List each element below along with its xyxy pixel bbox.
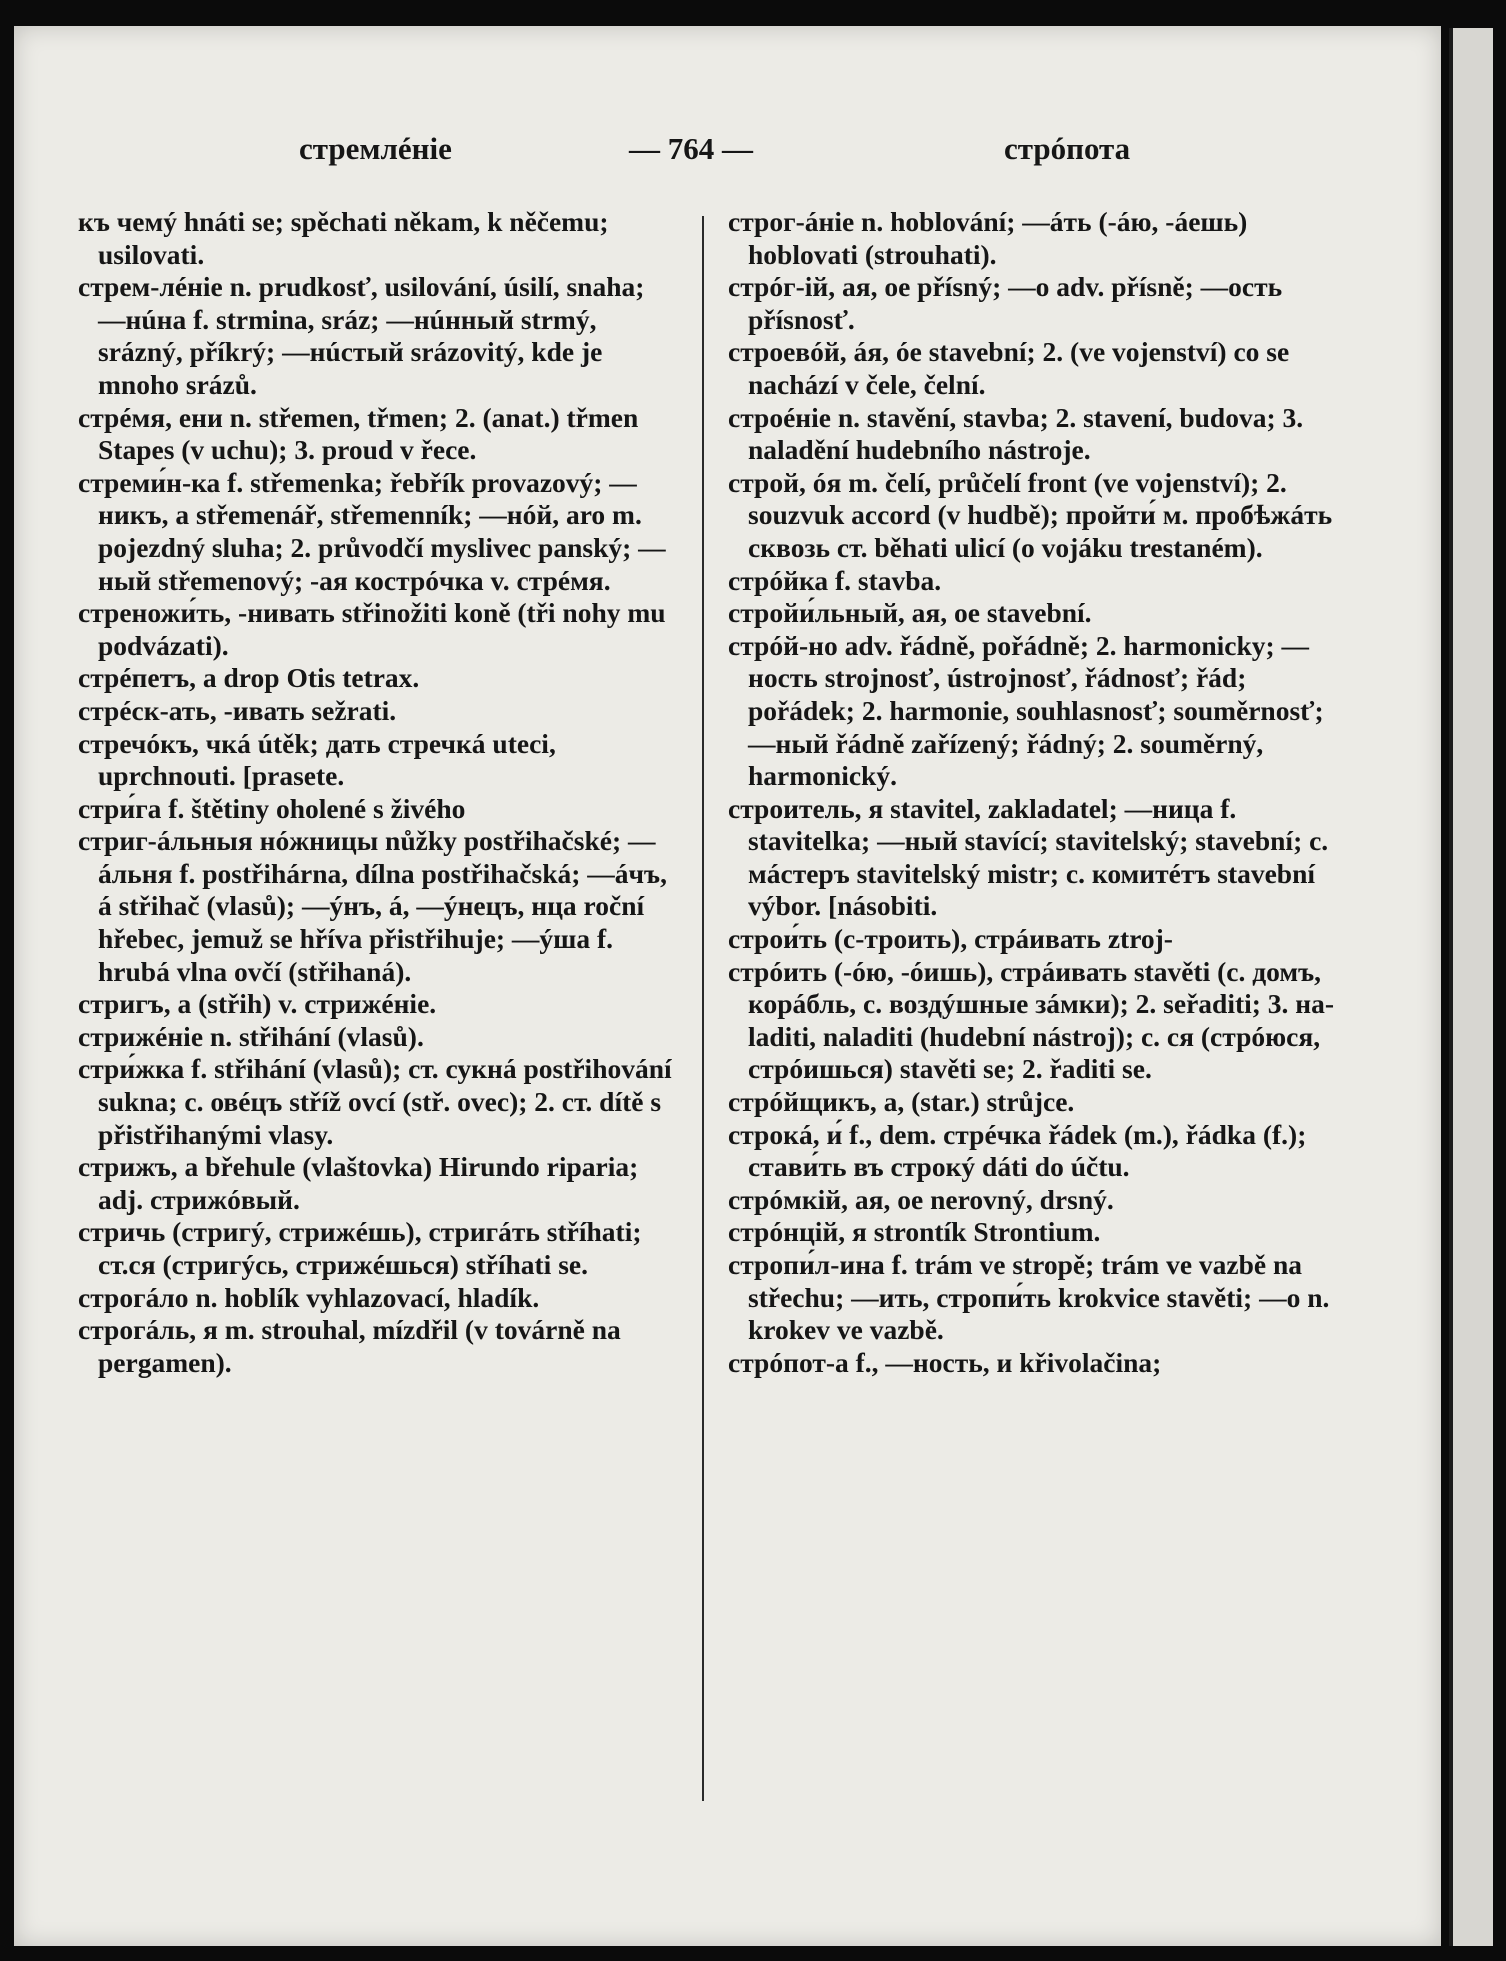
dictionary-entry: стройи́льный, ая, ое stavební. xyxy=(728,597,1092,629)
dictionary-entry: стригъ, a (střih) v. стрижéніе. xyxy=(78,988,437,1020)
dictionary-entry: стрóй-но adv. řádně, pořádně; 2. harmonicky; —ность strojnosť, ústrojnosť, řádnosť; řád; pořádek; 2. harmonie, souhlasnosť; souměrnosť; —ный řádně zařízený; řádný; 2. souměrný, harmonický. xyxy=(728,629,1324,792)
dictionary-entry: стриг-áльныя нóжницы nůžky postřihačské; —áльня f. postřihárna, dílna postřihačská; —áчъ, á střihač (vlasů); —ýнъ, á, —ýнецъ, нца roční hřebec, jemuž se hříva přistřihuje; —ýша f. hrubá vlna ovčí (střihaná). xyxy=(78,825,667,987)
dictionary-entry: къ чемý hnáti se; spěchati někam, k něčemu; usilovati. xyxy=(78,206,609,270)
page-header xyxy=(14,131,1441,186)
dictionary-entry: строй, óя m. čelí, průčelí front (ve vojenství); 2. souzvuk accord (v hudbě); пройти́ м. пробѣжáть сквозь ст. běhati ulicí (o vojáku trestaném). xyxy=(728,466,1333,563)
dictionary-entry: стрем-лéніе n. prudkosť, usilování, úsilí, snaha; —нúна f. strmina, sráz; —нúнный strmý, srázný, příkrý; —нúстый srázovitý, kde je mnoho srázů. xyxy=(78,271,645,400)
page-number: — 764 — xyxy=(629,131,753,166)
dictionary-entry: стрижъ, a břehule (vlaštovka) Hirundo riparia; adj. стрижóвый. xyxy=(78,1151,639,1215)
dictionary-entry: строгáло n. hoblík vyhlazovací, hladík. xyxy=(78,1281,540,1313)
dictionary-entry: строéніе n. stavění, stavba; 2. stavení, budova; 3. naladění hudebního nástroje. xyxy=(728,401,1304,466)
dictionary-entry: строг-áніе n. hoblování; —áть (-áю, -áешь) hoblovati (strouhati). xyxy=(728,206,1248,270)
dictionary-entry: строкá, и́ f., dem. стрéчка řádek (m.), řádka (f.); стави́ть въ строкý dáti do účtu. xyxy=(728,1118,1307,1183)
header-left-word: стремлéніе xyxy=(299,131,452,166)
dictionary-entry: стрóпот-а f., —ность, и křivolačina; xyxy=(728,1346,1162,1378)
dictionary-entry: стрижéніе n. střihání (vlasů). xyxy=(78,1020,424,1052)
header-right-word: стрóпота xyxy=(1004,131,1131,166)
dictionary-entry: стрóмкій, ая, ое nerovný, drsný. xyxy=(728,1183,1114,1215)
dictionary-entry: строи́ть (с-троить), стрáивать ztroj- xyxy=(728,923,1173,955)
dictionary-entry: строгáль, я m. strouhal, mízdřil (v továrně na pergamen). xyxy=(78,1314,621,1378)
adjacent-page-edge xyxy=(1449,28,1493,1946)
dictionary-entry: стрóнцій, я strontík Strontium. xyxy=(728,1216,1101,1248)
dictionary-entry: строитель, я stavitel, zakladatel; —ница f. stavitelka; —ный stavící; stavitelský; stavební; с. мáстеръ stavitelský mistr; с. комитéтъ stavební výbor. [násobiti. xyxy=(728,792,1329,922)
dictionary-entry: стрóить (-óю, -óишь), стрáивать stavěti (с. домъ, корáбль, с. воздýшные зáмки); 2. seřaditi; 3. на- laditi, naladiti (hudební nástroj); с. ся (стрóюся, стрóишься) stavěti se; 2. řaditi se. xyxy=(728,955,1335,1085)
dictionary-entry: стреножи́ть, -нивать střinožiti koně (tři nohy mu podvázati). xyxy=(78,597,666,661)
dictionary-entry: строевóй, áя, óе stavební; 2. (ve vojenství) co se nachází v čele, čelní. xyxy=(728,336,1290,400)
dictionary-entry: стропи́л-ина f. trám ve stropě; trám ve vazbě na střechu; —ить, стропи́ть krokvice stavěti; —о n. krokev ve vazbě. xyxy=(728,1249,1330,1346)
dictionary-entry: стри́га f. štětiny oholené s živého xyxy=(78,792,466,824)
dictionary-entry: стрóг-ій, ая, ое přísný; —о adv. přísně; —ость přísnosť. xyxy=(728,271,1283,335)
dictionary-page xyxy=(14,26,1441,1946)
left-column xyxy=(78,206,676,1379)
dictionary-entry: стрéпетъ, a drop Otis tetrax. xyxy=(78,662,420,694)
right-column xyxy=(728,206,1338,1379)
dictionary-entry: стрéск-ать, -ивать sežrati. xyxy=(78,694,397,726)
dictionary-entry: стри́жка f. střihání (vlasů); ст. сукнá postřihování sukna; с. овéцъ stříž ovcí (stř. ovec); 2. ст. dítě s přistřihanými vlasy. xyxy=(78,1053,672,1150)
dictionary-entry: стрéмя, ени n. střemen, třmen; 2. (anat.) třmen Stapes (v uchu); 3. proud v řece. xyxy=(78,401,639,466)
column-divider xyxy=(702,216,704,1801)
dictionary-entry: стречóкъ, чкá útěk; дать стречкá uteci, uprchnouti. [prasete. xyxy=(78,727,556,792)
dictionary-entry: стреми́н-ка f. střemenka; řebřík provazový; —никъ, a střemenář, střemenník; —нóй, aro m. pojezdný sluha; 2. průvodčí myslivec panský; —ный střemenový; -ая кострóчка v. стрéмя. xyxy=(78,466,666,596)
dictionary-entry: стрóйка f. stavba. xyxy=(728,564,942,596)
dictionary-entry: стрóйщикъ, a, (star.) strůjce. xyxy=(728,1086,1075,1118)
dictionary-entry: стричь (стригý, стрижéшь), стригáть stříhati; ст.ся (стригýсь, стрижéшься) stříhati se. xyxy=(78,1216,642,1280)
